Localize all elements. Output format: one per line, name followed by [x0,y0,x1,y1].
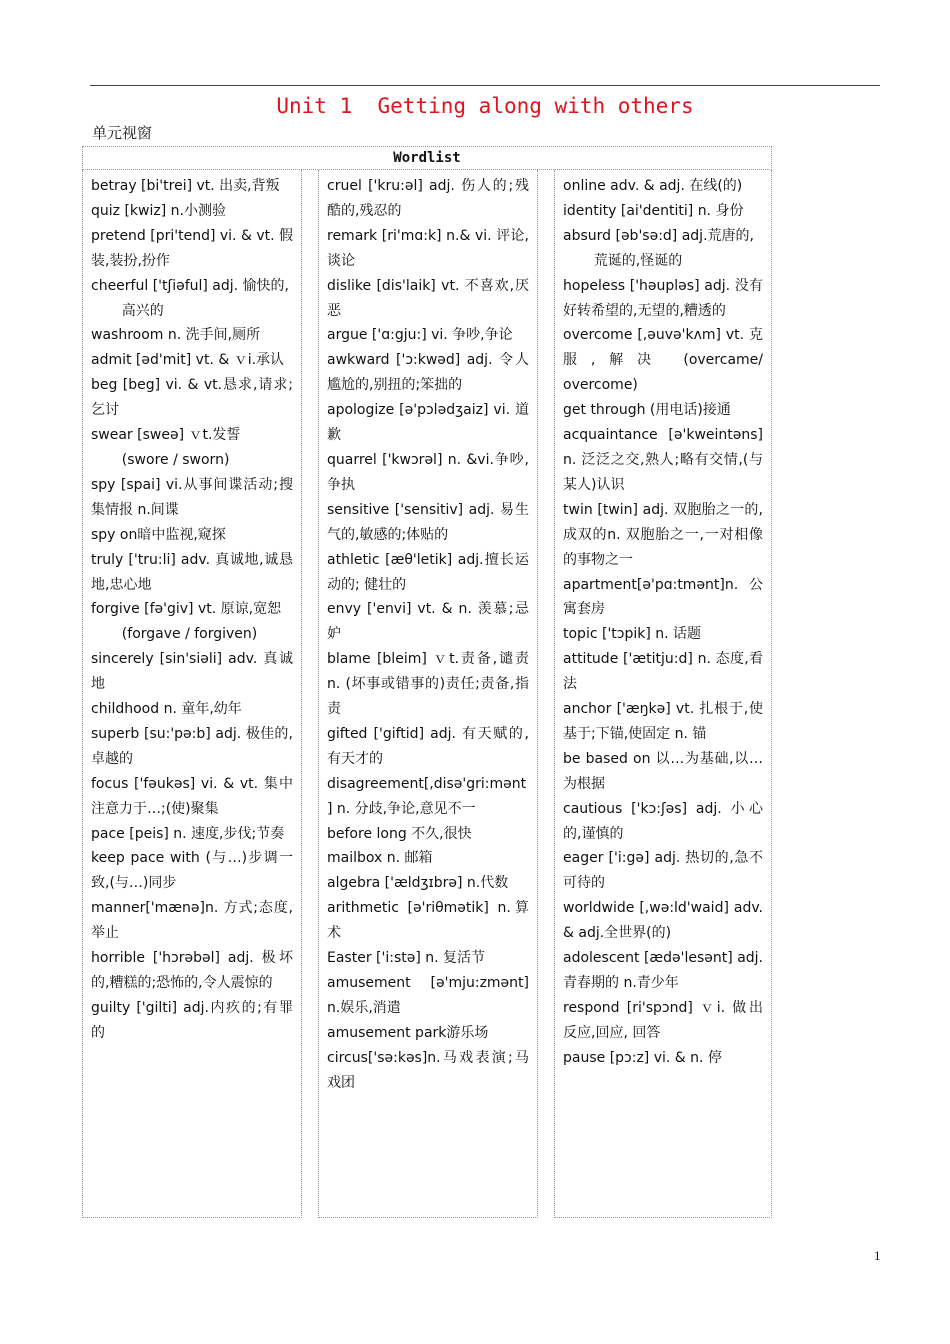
top-rule [90,85,880,86]
word-entry: overcome [,əuvə'kʌm] vt. 克服,解决 (overcame/ overcome) [563,327,763,394]
word-entry: beg [beg] vi. & vt.恳求,请求;乞讨 [91,377,293,419]
word-entry: quarrel ['kwɔrəl] n. &vi.争吵,争执 [327,451,529,493]
word-entry: awkward ['ɔ:kwəd] adj. 令人尴尬的,别扭的;笨拙的 [327,352,529,394]
word-entry: mailbox n. 邮箱 [327,850,433,867]
word-entry: (forgave / forgiven) [121,626,258,643]
word-entry: absurd [əb'sə:d] adj.荒唐的, [563,227,754,244]
page-number: 1 [874,1248,881,1263]
word-entry: quiz [kwiz] n.小测验 [91,202,226,219]
word-entry: twin [twin] adj. 双胞胎之一的,成双的n. 双胞胎之一,一对相像的事物之一 [563,501,763,568]
word-entry: horrible ['hɔrəbəl] adj. 极坏的,糟糕的;恐怖的,令人震惊的 [91,950,293,991]
word-entry: attitude ['ætitju:d] n. 态度,看法 [563,651,763,693]
word-entry: superb [su:'pə:b] adj. 极佳的,卓越的 [91,725,293,767]
word-entry: worldwide [,wə:ld'waid] adv. & adj.全世界(的) [563,900,763,942]
word-entry: childhood n. 童年,幼年 [91,701,242,718]
word-entry: identity [ai'dentiti] n. 身份 [563,202,744,219]
word-entry: spy on暗中监视,窥探 [91,526,226,543]
word-entry: amusement [ə'mju:zmənt] n.娱乐,消遣 [327,975,529,1016]
word-entry: manner['mænə]n. 方式;态度,举止 [91,900,293,942]
word-entry: admit [əd'mit] vt. & ｖi.承认 [91,352,285,369]
word-entry: before long 不久,很快 [327,825,472,842]
page-title: Unit 1 Getting along with others [276,94,694,118]
word-entry: Easter ['i:stə] n. 复活节 [327,950,486,967]
word-entry: 荒诞的,怪诞的 [593,252,683,269]
word-entry: pace [peis] n. 速度,步伐;节奏 [91,825,285,842]
word-entry: apartment[ə'pɑ:tmənt]n. 公寓套房 [563,576,763,618]
word-entry: arithmetic [ə'riθmətik] n.算术 [327,900,529,942]
word-entry: cruel ['kru:əl] adj. 伤人的;残酷的,残忍的 [327,178,529,219]
word-entry: algebra ['ældʒɪbrə] n.代数 [327,875,509,892]
word-entry: athletic [æθ'letik] adj.擅长运动的; 健壮的 [327,551,529,593]
word-entry: 高兴的 [121,302,164,319]
word-entry: topic ['tɔpik] n. 话题 [563,626,702,643]
word-entry: spy [spai] vi.从事间谍活动;搜集情报 n.间谍 [91,476,293,518]
word-entry: anchor ['æŋkə] vt. 扎根于,使基于;下锚,使固定 n. 锚 [563,701,763,742]
word-entry: cautious ['kɔ:ʃəs] adj. 小心的,谨慎的 [563,800,763,842]
section-label: 单元视窗 [92,124,153,142]
word-entry: online adv. & adj. 在线(的) [563,178,743,194]
word-entry: disagreement[,disə'gri:mənt] n. 分歧,争论,意见不一 [327,775,527,817]
word-entry: envy ['envi] vt. & n. 羡慕;忌妒 [327,601,529,643]
word-entry: gifted ['giftid] adj. 有天赋的,有天才的 [327,725,529,767]
wordlist-header: Wordlist [82,146,772,170]
word-entry: remark [ri'mɑ:k] n.& vi. 评论,谈论 [327,227,529,269]
wordlist-column-1 [82,170,302,1218]
word-entry: blame [bleim] ｖt.责备,谴责 n. (坏事或错事的)责任;责备,指责 [327,651,529,718]
word-entry: swear [sweə] ｖt.发誓 [91,427,241,444]
word-entry: cheerful ['tʃiəful] adj. 愉快的, [91,277,290,294]
word-entry: truly ['tru:li] adv. 真诚地,诚恳地,忠心地 [91,551,293,593]
word-entry: amusement park游乐场 [327,1024,489,1041]
word-entry: respond [ri'spɔnd] ｖi. 做出反应,回应, 回答 [563,999,763,1041]
wordlist-table [82,146,772,1218]
word-entry: eager ['i:gə] adj. 热切的,急不可待的 [563,850,763,892]
word-entry: sincerely [sin'siəli] adv. 真诚地 [91,651,293,693]
word-entry: pretend [pri'tend] vi. & vt. 假装,装扮,扮作 [91,227,293,269]
word-entry: acquaintance [ə'kweintəns] n. 泛泛之交,熟人;略有交情,(与某人)认识 [563,427,763,493]
word-entry: get through (用电话)接通 [563,402,731,419]
word-entry: hopeless ['həupləs] adj. 没有好转希望的,无望的,糟透的 [563,277,763,319]
word-entry: (swore / sworn) [121,451,230,468]
word-entry: guilty ['gilti] adj.内疚的;有罪的 [91,999,293,1041]
word-entry: be based on 以…为基础,以…为根据 [563,750,763,792]
wordlist-column-2 [318,170,538,1218]
word-entry: apologize [ə'pɔlədʒaiz] vi. 道歉 [327,402,529,444]
word-entry: washroom n. 洗手间,厕所 [91,327,261,344]
word-entry: sensitive ['sensitiv] adj. 易生气的,敏感的;体贴的 [327,501,529,543]
word-entry: focus ['fəukəs] vi. & vt. 集中注意力于…;(使)聚集 [91,775,293,817]
word-entry: keep pace with (与…)步调一致,(与…)同步 [91,850,293,892]
word-entry: pause [pɔ:z] vi. & n. 停 [563,1049,722,1066]
word-entry: forgive [fə'giv] vt. 原谅,宽恕 [91,601,282,618]
wordlist-column-3 [554,170,772,1218]
word-entry: dislike [dis'laik] vt. 不喜欢,厌恶 [327,277,529,319]
word-entry: circus['sə:kəs]n.马戏表演;马戏团 [327,1049,529,1091]
word-entry: argue ['ɑ:gju:] vi. 争吵,争论 [327,327,513,344]
word-entry: adolescent [ædə'lesənt] adj.青春期的 n.青少年 [563,950,763,991]
word-entry: betray [bi'trei] vt. 出卖,背叛 [91,178,280,194]
